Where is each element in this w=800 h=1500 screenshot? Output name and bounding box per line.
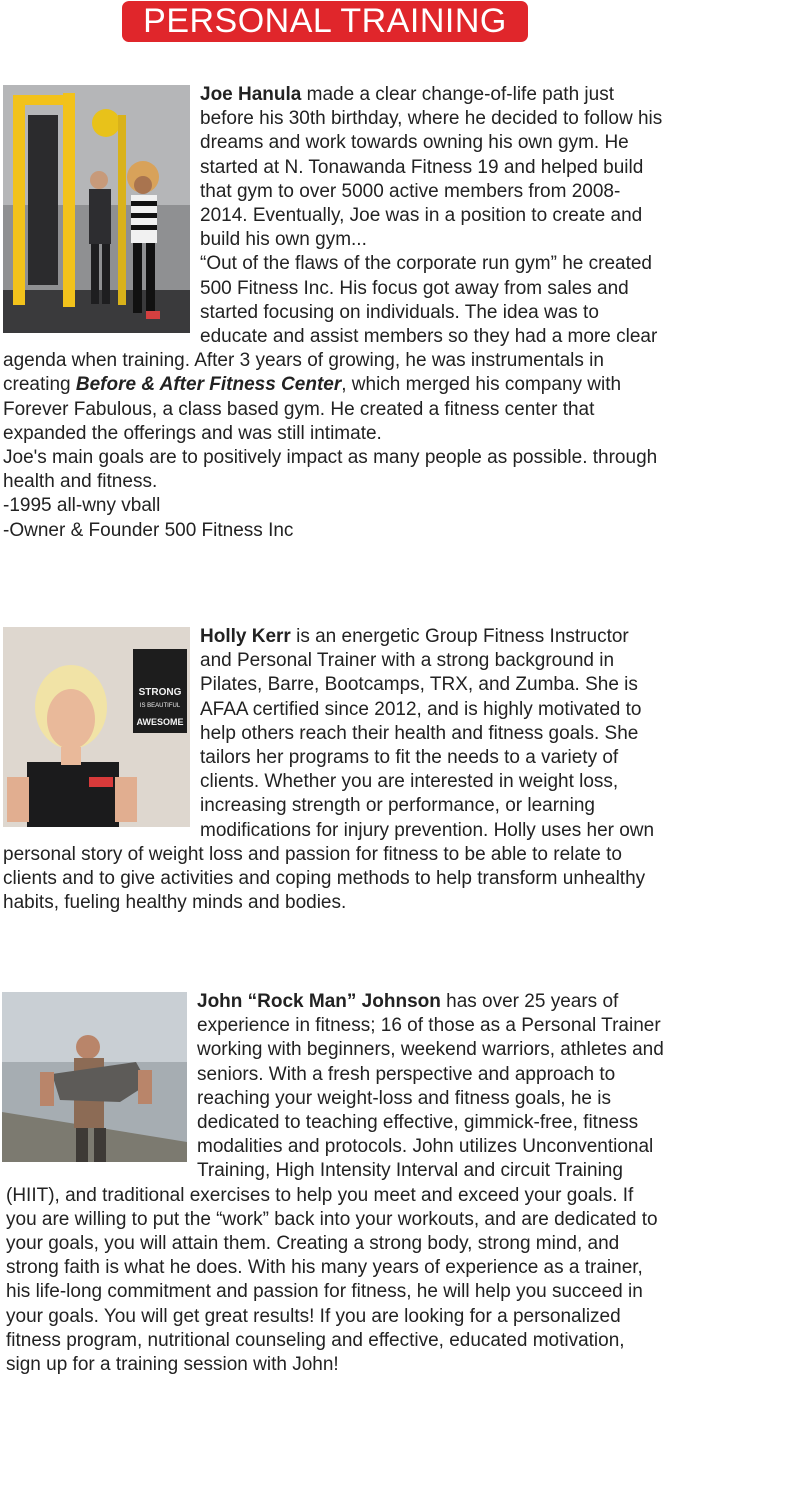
trainer-bio: , which merged his company with Forever Fabulous, a class based gym. He created a fitness center that expanded the offerings and was still intimate. xyxy=(3,374,622,444)
trainer-name: Holly Kerr xyxy=(200,626,291,647)
rock-lift-photo-icon xyxy=(2,992,187,1162)
trainer-john-johnson xyxy=(6,990,664,1377)
credential-item: -1995 all-wny vball xyxy=(3,495,161,517)
trainer-photo-holly-kerr xyxy=(3,627,190,827)
trainer-bio: has over 25 years of experience in fitness; 16 of those as a Personal Trainer working with beginners, weekend warriors, athletes and seniors. With a fresh perspective and approach to reaching your weight-loss and fitness goals, he is dedicated to teaching effective, gimmick-free, fitness modalities and protocols. John utilizes Unconventional Training, High Intensity Interval and circuit Training (HIIT), and traditional exercises to help you meet and exceed your goals. If you are willing to put the “work” back into your workouts, and are dedicated to your goals, you will attain them. Creating a strong body, strong mind, and strong faith is what he does. With his many years of experience as a trainer, his life-long commitment and passion for fitness, he will help you succeed in your goals. You will get great results! If you are looking for a personalized fitness program, nutritional counseling and effective, educated motivation, sign up for a training session with John! xyxy=(6,991,664,1376)
trainer-bio: made a clear change-of-life path just before his 30th birthday, where he decided to follow his dreams and work towards owning his own gym. He started at N. Tonawanda Fitness 19 and helped build that gym to over 5000 active members from 2008-2014. Eventually, Joe was in a position to create and build his own gym... xyxy=(200,84,663,251)
trainer-name: Joe Hanula xyxy=(200,84,302,105)
trainer-joe-hanula xyxy=(3,83,663,543)
trainer-bio: is an energetic Group Fitness Instructor and Personal Trainer with a strong background in Pilates, Barre, Bootcamps, TRX, and Zumba. She is AFAA certified since 2012, and is highly motivated to help others reach their health and fitness goals. She tailors her programs to fit the needs to a variety of clients. Whether you are interested in weight loss, increasing strength or performance, or learning modifications for injury prevention. Holly uses her own personal story of weight loss and passion for fitness to be able to relate to clients and to give activities and coping methods to help transform unhealthy habits, fueling healthy minds and bodies. xyxy=(3,626,655,914)
trainer-goals: Joe's main goals are to positively impact as many people as possible. through health and fitness. xyxy=(3,447,658,493)
trainer-holly-kerr xyxy=(3,625,663,915)
poster-text: AWESOME xyxy=(136,717,184,727)
trainer-bio: “Out of the flaws of the corporate run gym” he created 500 Fitness Inc. His focus got away from sales and started focusing on individuals. The idea was to educate and assist members so they had a more clear agenda when training. After 3 years of growing, he was instrumentals in creating xyxy=(3,253,658,396)
trainer-photo-john-johnson xyxy=(2,992,187,1162)
gym-machine-photo-icon xyxy=(3,85,190,333)
poster-text: STRONG xyxy=(138,687,182,698)
credential-item: -Owner & Founder 500 Fitness Inc xyxy=(3,519,294,541)
poster-text: IS BEAUTIFUL xyxy=(139,703,181,709)
page-title-banner xyxy=(122,1,528,42)
gym-name-highlight: Before & After Fitness Center xyxy=(75,374,342,396)
portrait-photo-icon xyxy=(3,627,190,827)
trainer-photo-joe-hanula xyxy=(3,85,190,333)
trainer-name: John “Rock Man” Johnson xyxy=(197,991,441,1012)
page-title: PERSONAL TRAINING xyxy=(143,2,507,40)
